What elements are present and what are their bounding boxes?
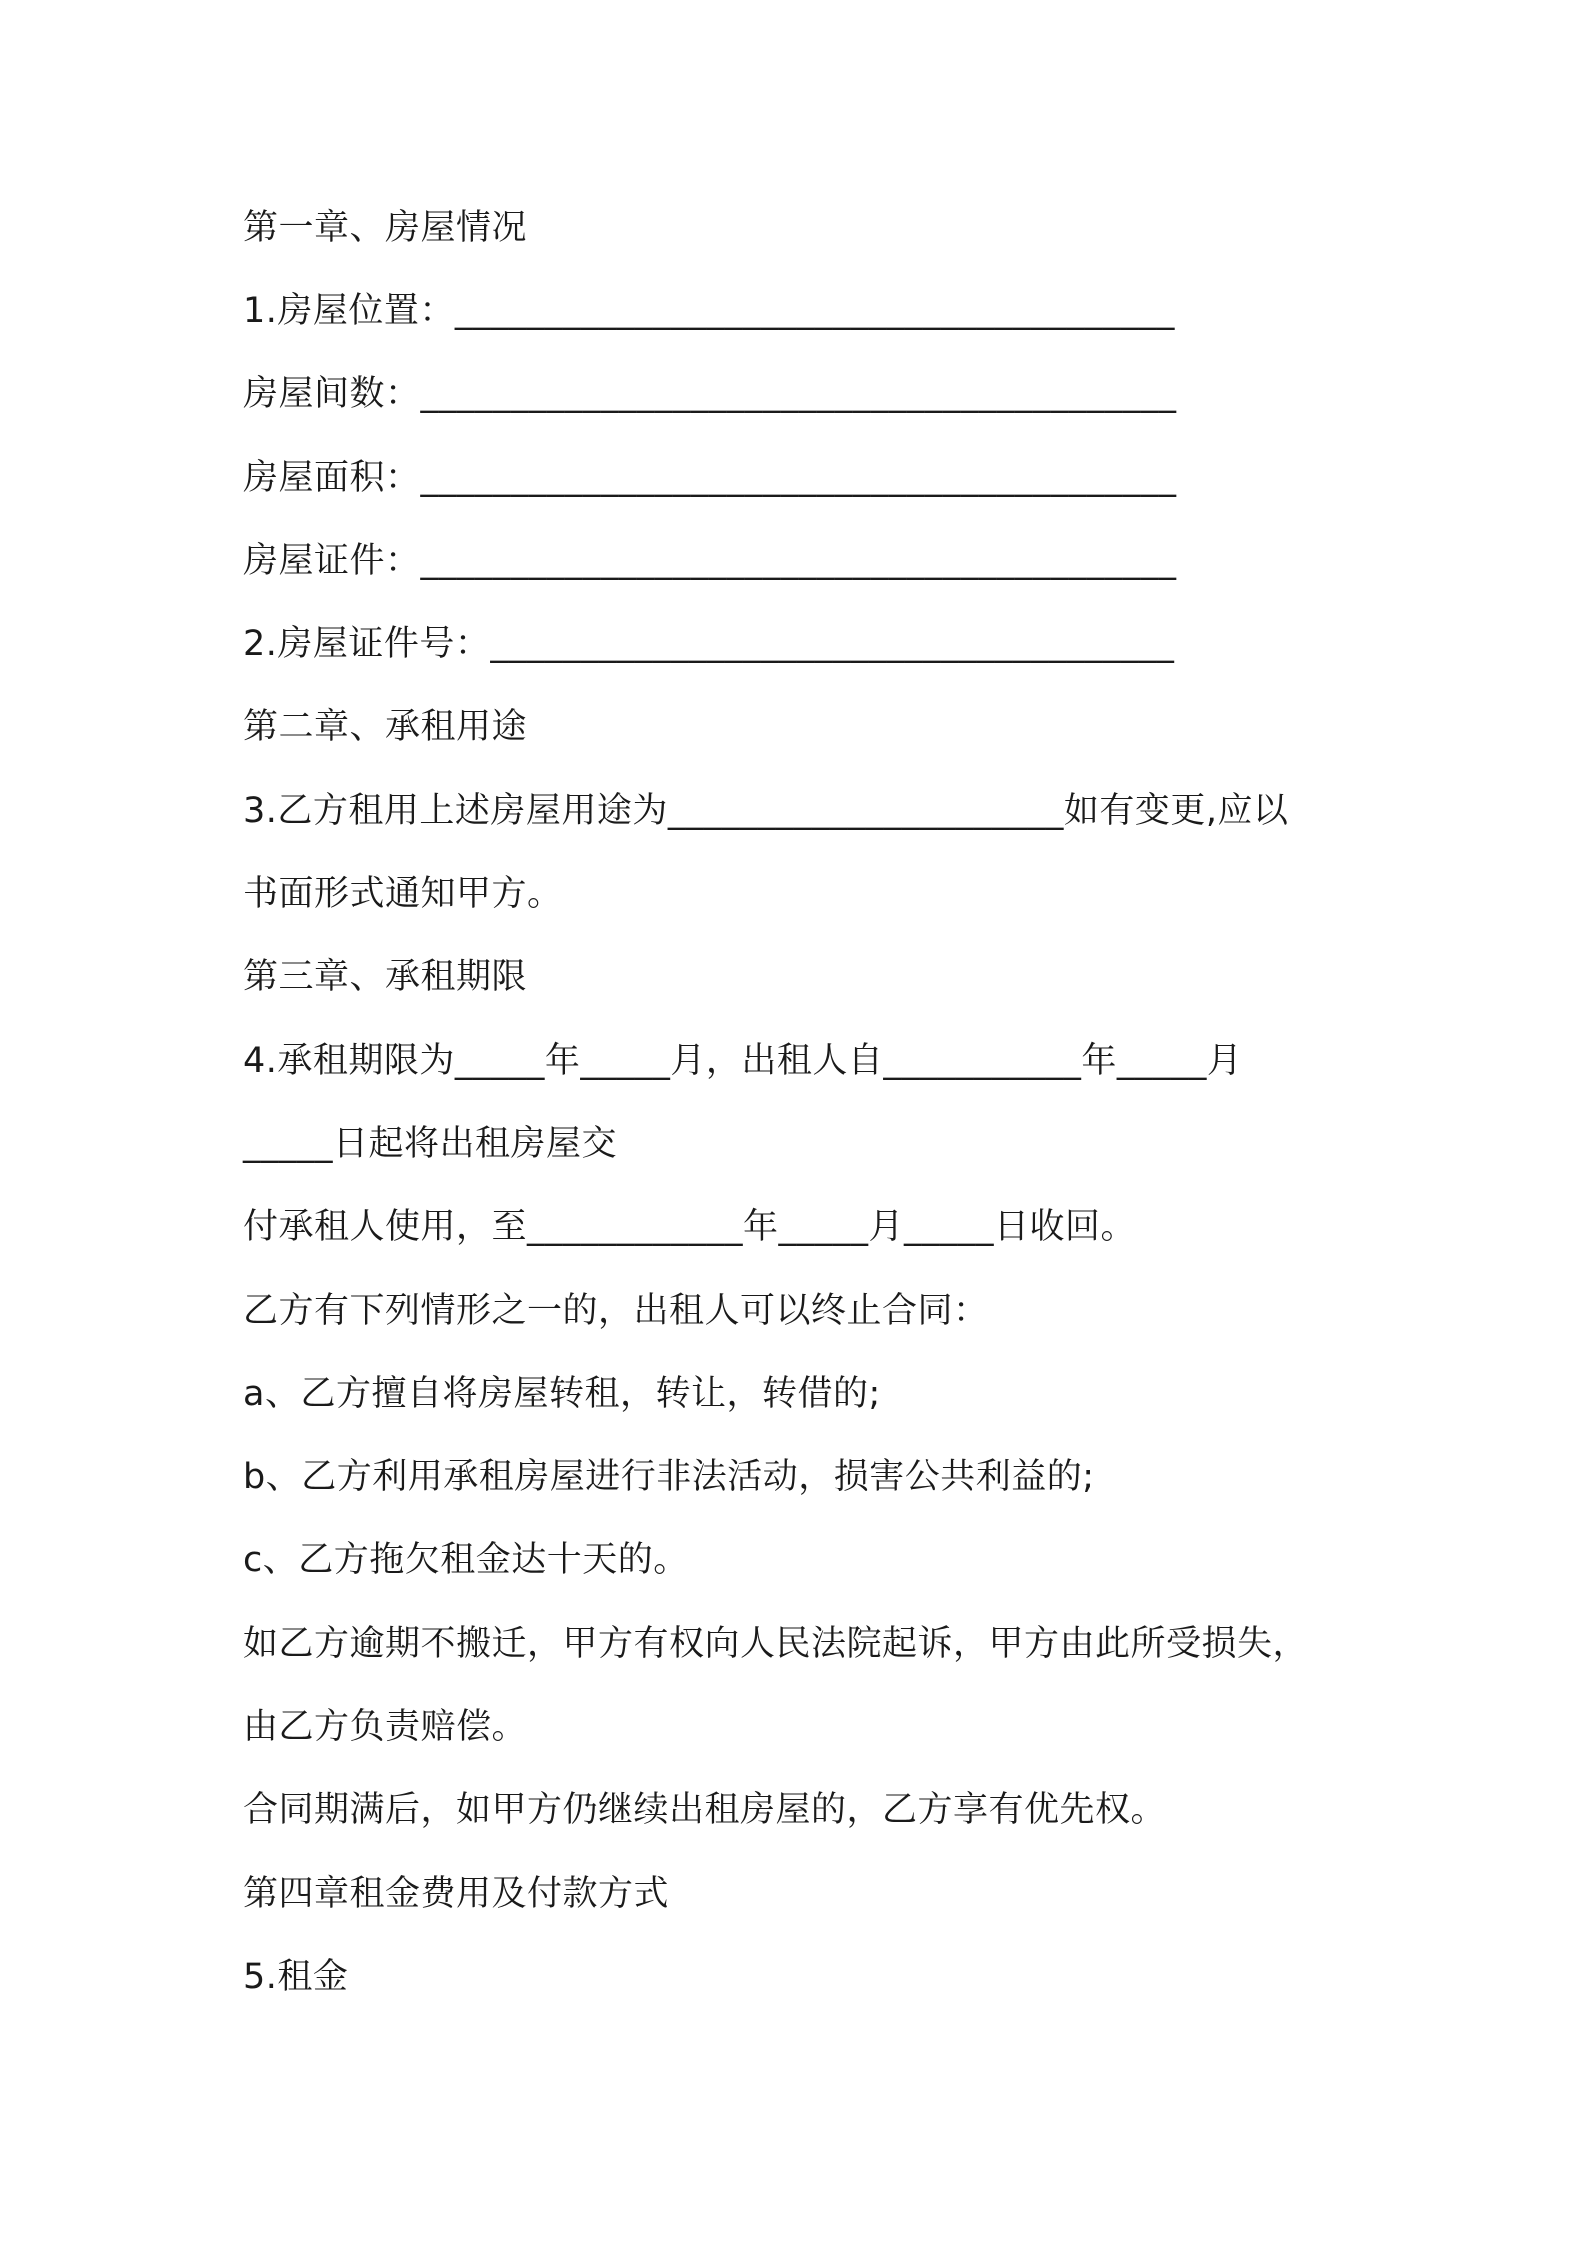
house-location-field: 1.房屋位置：________________________________________ <box>243 291 1175 331</box>
overdue-clause-line-1: 如乙方逾期不搬迁，甲方有权向人民法院起诉，甲方由此所受损失， <box>243 1624 1309 1664</box>
priority-clause: 合同期满后，如甲方仍继续出租房屋的，乙方享有优先权。 <box>243 1790 1167 1830</box>
chapter-3-heading: 第三章、承租期限 <box>243 957 528 997</box>
overdue-clause-line-2: 由乙方负责赔偿。 <box>243 1707 528 1747</box>
house-rooms-field: 房屋间数：__________________________________________ <box>243 374 1177 414</box>
termination-item-a: a、乙方擅自将房屋转租，转让，转借的; <box>243 1374 881 1414</box>
house-certificate-field: 房屋证件：__________________________________________ <box>243 541 1177 581</box>
termination-item-b: b、乙方利用承租房屋进行非法活动，损害公共利益的; <box>243 1457 1095 1497</box>
house-area-field: 房屋面积：__________________________________________ <box>243 458 1177 498</box>
termination-item-c: c、乙方拖欠租金达十天的。 <box>243 1540 689 1580</box>
clause-4-line-2: _____日起将出租房屋交 <box>243 1124 618 1164</box>
termination-intro: 乙方有下列情形之一的，出租人可以终止合同： <box>243 1291 989 1331</box>
chapter-1-heading: 第一章、房屋情况 <box>243 208 528 248</box>
clause-4-line-3: 付承租人使用，至____________年_____月_____日收回。 <box>243 1207 1137 1247</box>
clause-3-line-2: 书面形式通知甲方。 <box>243 874 563 914</box>
chapter-2-heading: 第二章、承租用途 <box>243 707 528 747</box>
clause-3-line-1: 3.乙方租用上述房屋用途为______________________如有变更,应以 <box>243 791 1289 831</box>
clause-5-heading: 5.租金 <box>243 1957 349 1997</box>
clause-4-line-1: 4.承租期限为_____年_____月，出租人自___________年_____月 <box>243 1041 1243 1081</box>
house-certificate-number-field: 2.房屋证件号：______________________________________ <box>243 624 1175 664</box>
chapter-4-heading: 第四章租金费用及付款方式 <box>243 1874 670 1914</box>
